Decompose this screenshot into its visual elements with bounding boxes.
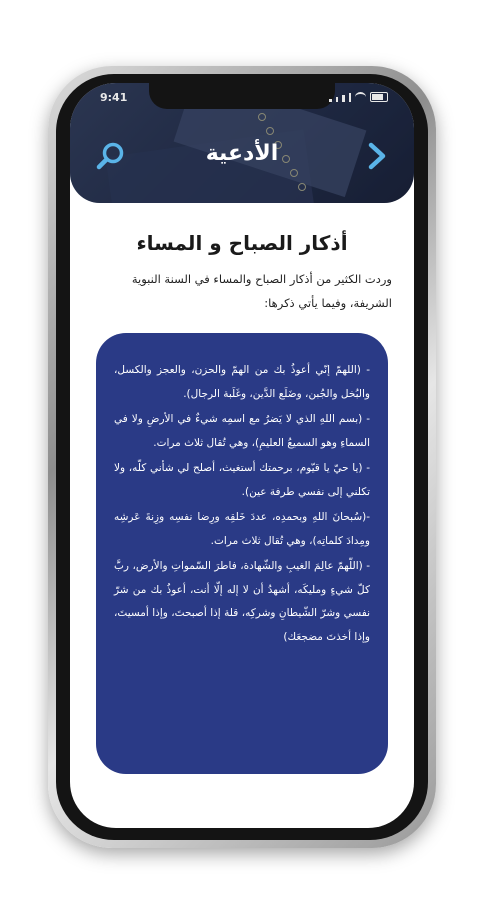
main-content: [92, 231, 392, 315]
dua-text: - (اللهمّ إنّي أعوذُ بك من الهمّ والحزن، والعجز والكسل، والبُخل والجُبن، وضَلَع الدَّين، وغَلَبة الرجال).: [114, 364, 370, 400]
dua-text: - (اللّهمّ عالِمَ الغيبِ والشّهادة، فاطرَ السّمواتِ والأرض، ربَّ كلّ شيءٍ ومليكَه، أشهدُ أن لا إله إلّا أنت، أعوذُ بك من شرّ نفسي وشرّ الشّيطانِ وشركِه، قلة إذا أصبحتَ، وإذا أمسيتَ، وإذا أخذتَ مضجعَك): [114, 560, 370, 643]
dua-text: -(سُبحانَ اللهِ وبحمدِه، عددَ خَلقِه ورِضا نفسِه وزِنةَ عَرشِه ومِدادَ كلماتِه)، وهي تُقال ثلاث مرات.: [114, 511, 370, 547]
status-time: 9:41: [100, 91, 128, 104]
intro-text: وردت الكثير من أذكار الصباح والمساء في السنة النبوية الشريفة، وفيما يأتي ذكرها:: [131, 272, 392, 310]
app-screen: [70, 83, 414, 828]
back-button[interactable]: [360, 139, 394, 173]
wifi-icon: [355, 92, 366, 102]
signal-icon: [336, 97, 339, 102]
signal-icon: [329, 99, 332, 102]
app-header: [70, 83, 414, 203]
phone-notch: [149, 83, 335, 109]
dua-text: - (يا حيّ يا قيّوم، برحمتك أستغيث، أصلح لي شأني كلّه، ولا تكلني إلى نفسي طرفة عين).: [114, 462, 370, 498]
signal-icon: [342, 95, 345, 102]
duas-card: [96, 333, 388, 774]
chevron-right-icon: [360, 139, 394, 173]
page-title: أذكار الصباح و المساء: [136, 231, 348, 255]
battery-icon: [370, 92, 388, 102]
signal-icon: [349, 93, 352, 102]
dua-text: - (بسم اللهِ الذي لا يَضرُ مع اسمِه شيءٌ في الأرضِ ولا في السماءِ وهو السميعُ العليمِ)، وهي تُقال ثلاث مرات.: [114, 413, 370, 449]
status-icons: [329, 92, 388, 102]
page-header-title: الأدعية: [205, 141, 279, 166]
